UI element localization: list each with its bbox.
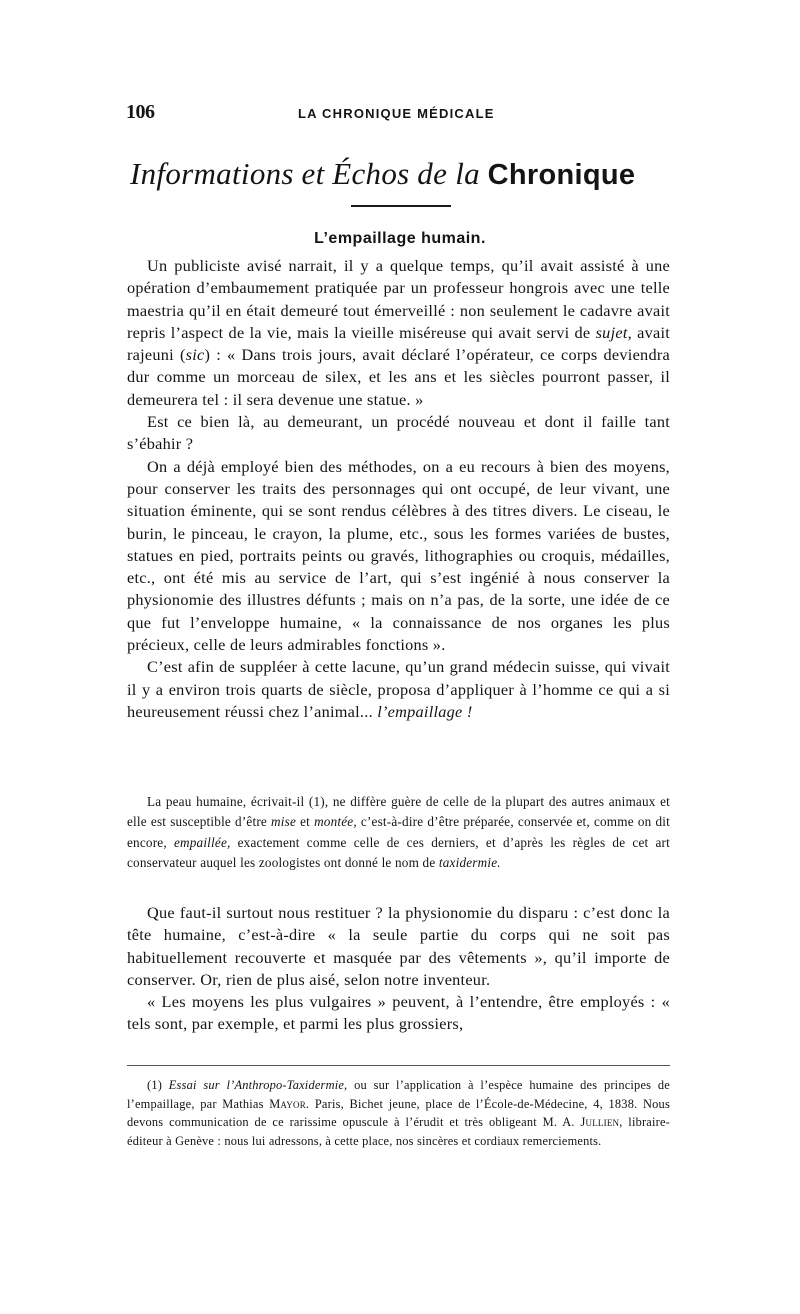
heading-echos: Échos [332,156,410,191]
paragraph-4: C’est afin de suppléer à cette lacune, qu’un grand médecin suisse, qui vivait il y a environ trois quarts de siècle, proposa d’appliquer à l’homme ce qui a si heureusement réussi chez l’animal... l’empaillage ! [127,657,670,721]
paragraph-1: Un publiciste avisé narrait, il y a quelque temps, qu’il avait assisté à une opération d’embaumement pratiquée par un professeur hongrois avec une telle maestria qu’il en était demeuré tout émerveillé : non seulement le cadavre avait repris l’aspect de la vie, mais la vieille miséreuse qui avait servi de sujet, avait rajeuni (sic) : « Dans trois jours, avait déclaré l’opérateur, ce corps deviendra dur comme un morceau de silex, et les ans et les siècles pourront passer, il demeurera tel : il sera devenue une statue. » [127,256,670,409]
quotation-text: La peau humaine, écrivait-il (1), ne diffère guère de celle de la plupart des autres animaux et elle est susceptible d’être mise et montée, c’est-à-dire d’être préparée, conservée et, comme on dit encore, empaillée, exactement comme celle de ces derniers, et d’après les règles de cet art conservateur auquel les zoologistes ont donné le nom de taxidermie. [127,794,670,871]
heading-informations: Informations [130,156,294,191]
footnote-text: (1) Essai sur l’Anthropo-Taxidermie, ou sur l’application à l’espèce humaine des principes de l’empaillage, par Mathias Mayor. Paris, Bichet jeune, place de l’École-de-Médecine, 4, 1838. Nous devons communication de ce rarissime opuscule à l’érudit et très obligeant M. A. Jullien, libraire-éditeur à Genève : nous lui adressons, à cette place, nos sincères et cordiaux remerciements. [127,1078,670,1148]
footnote-rule [127,1065,670,1066]
heading-de-la: de la [417,156,480,191]
journal-title: LA CHRONIQUE MÉDICALE [298,106,495,121]
heading-chronique: Chronique [487,159,636,191]
article-body-bottom [127,902,670,1036]
heading-rule [351,205,451,207]
paragraph-5: Que faut-il surtout nous restituer ? la physionomie du disparu : c’est donc la tête humaine, c’est-à-dire « la seule partie du corps qui ne soit pas habituellement recouverte et masquée par des vêtements », qu’il importe de conserver. Or, rien de plus aisé, selon notre inventeur. [127,903,670,989]
heading-et: et [301,156,325,191]
quotation [127,792,670,874]
section-heading [130,154,690,195]
paragraph-3: On a déjà employé bien des méthodes, on a eu recours à bien des moyens, pour conserver les traits des personnages qui ont occupé, de leur vivant, une situation éminente, qui se sont rendus célèbres à des titres divers. Le ciseau, le burin, le pinceau, le crayon, la plume, etc., sous les formes variées de bustes, statues en pied, portraits peints ou gravés, lithographies ou croquis, médailles, etc., ont été mis au service de l’art, qui s’est ingénié à nous conserver la physionomie des illustres défunts ; mais on n’a pas, de la sorte, une idée de ce que fut l’enveloppe humaine, « la connaissance de nos organes les plus précieux, celle de leurs admirables fonctions ». [127,456,670,655]
page-number: 106 [126,101,155,123]
article-body-top [127,255,670,723]
footnote [127,1076,670,1150]
paragraph-2: Est ce bien là, au demeurant, un procédé nouveau et dont il faille tant s’ébahir ? [127,412,670,454]
paragraph-6: « Les moyens les plus vulgaires » peuvent, à l’entendre, être employés : « tels sont, par exemple, et parmi les plus grossiers, [127,992,670,1034]
article-title: L’empaillage humain. [314,230,486,247]
running-head [126,101,670,125]
